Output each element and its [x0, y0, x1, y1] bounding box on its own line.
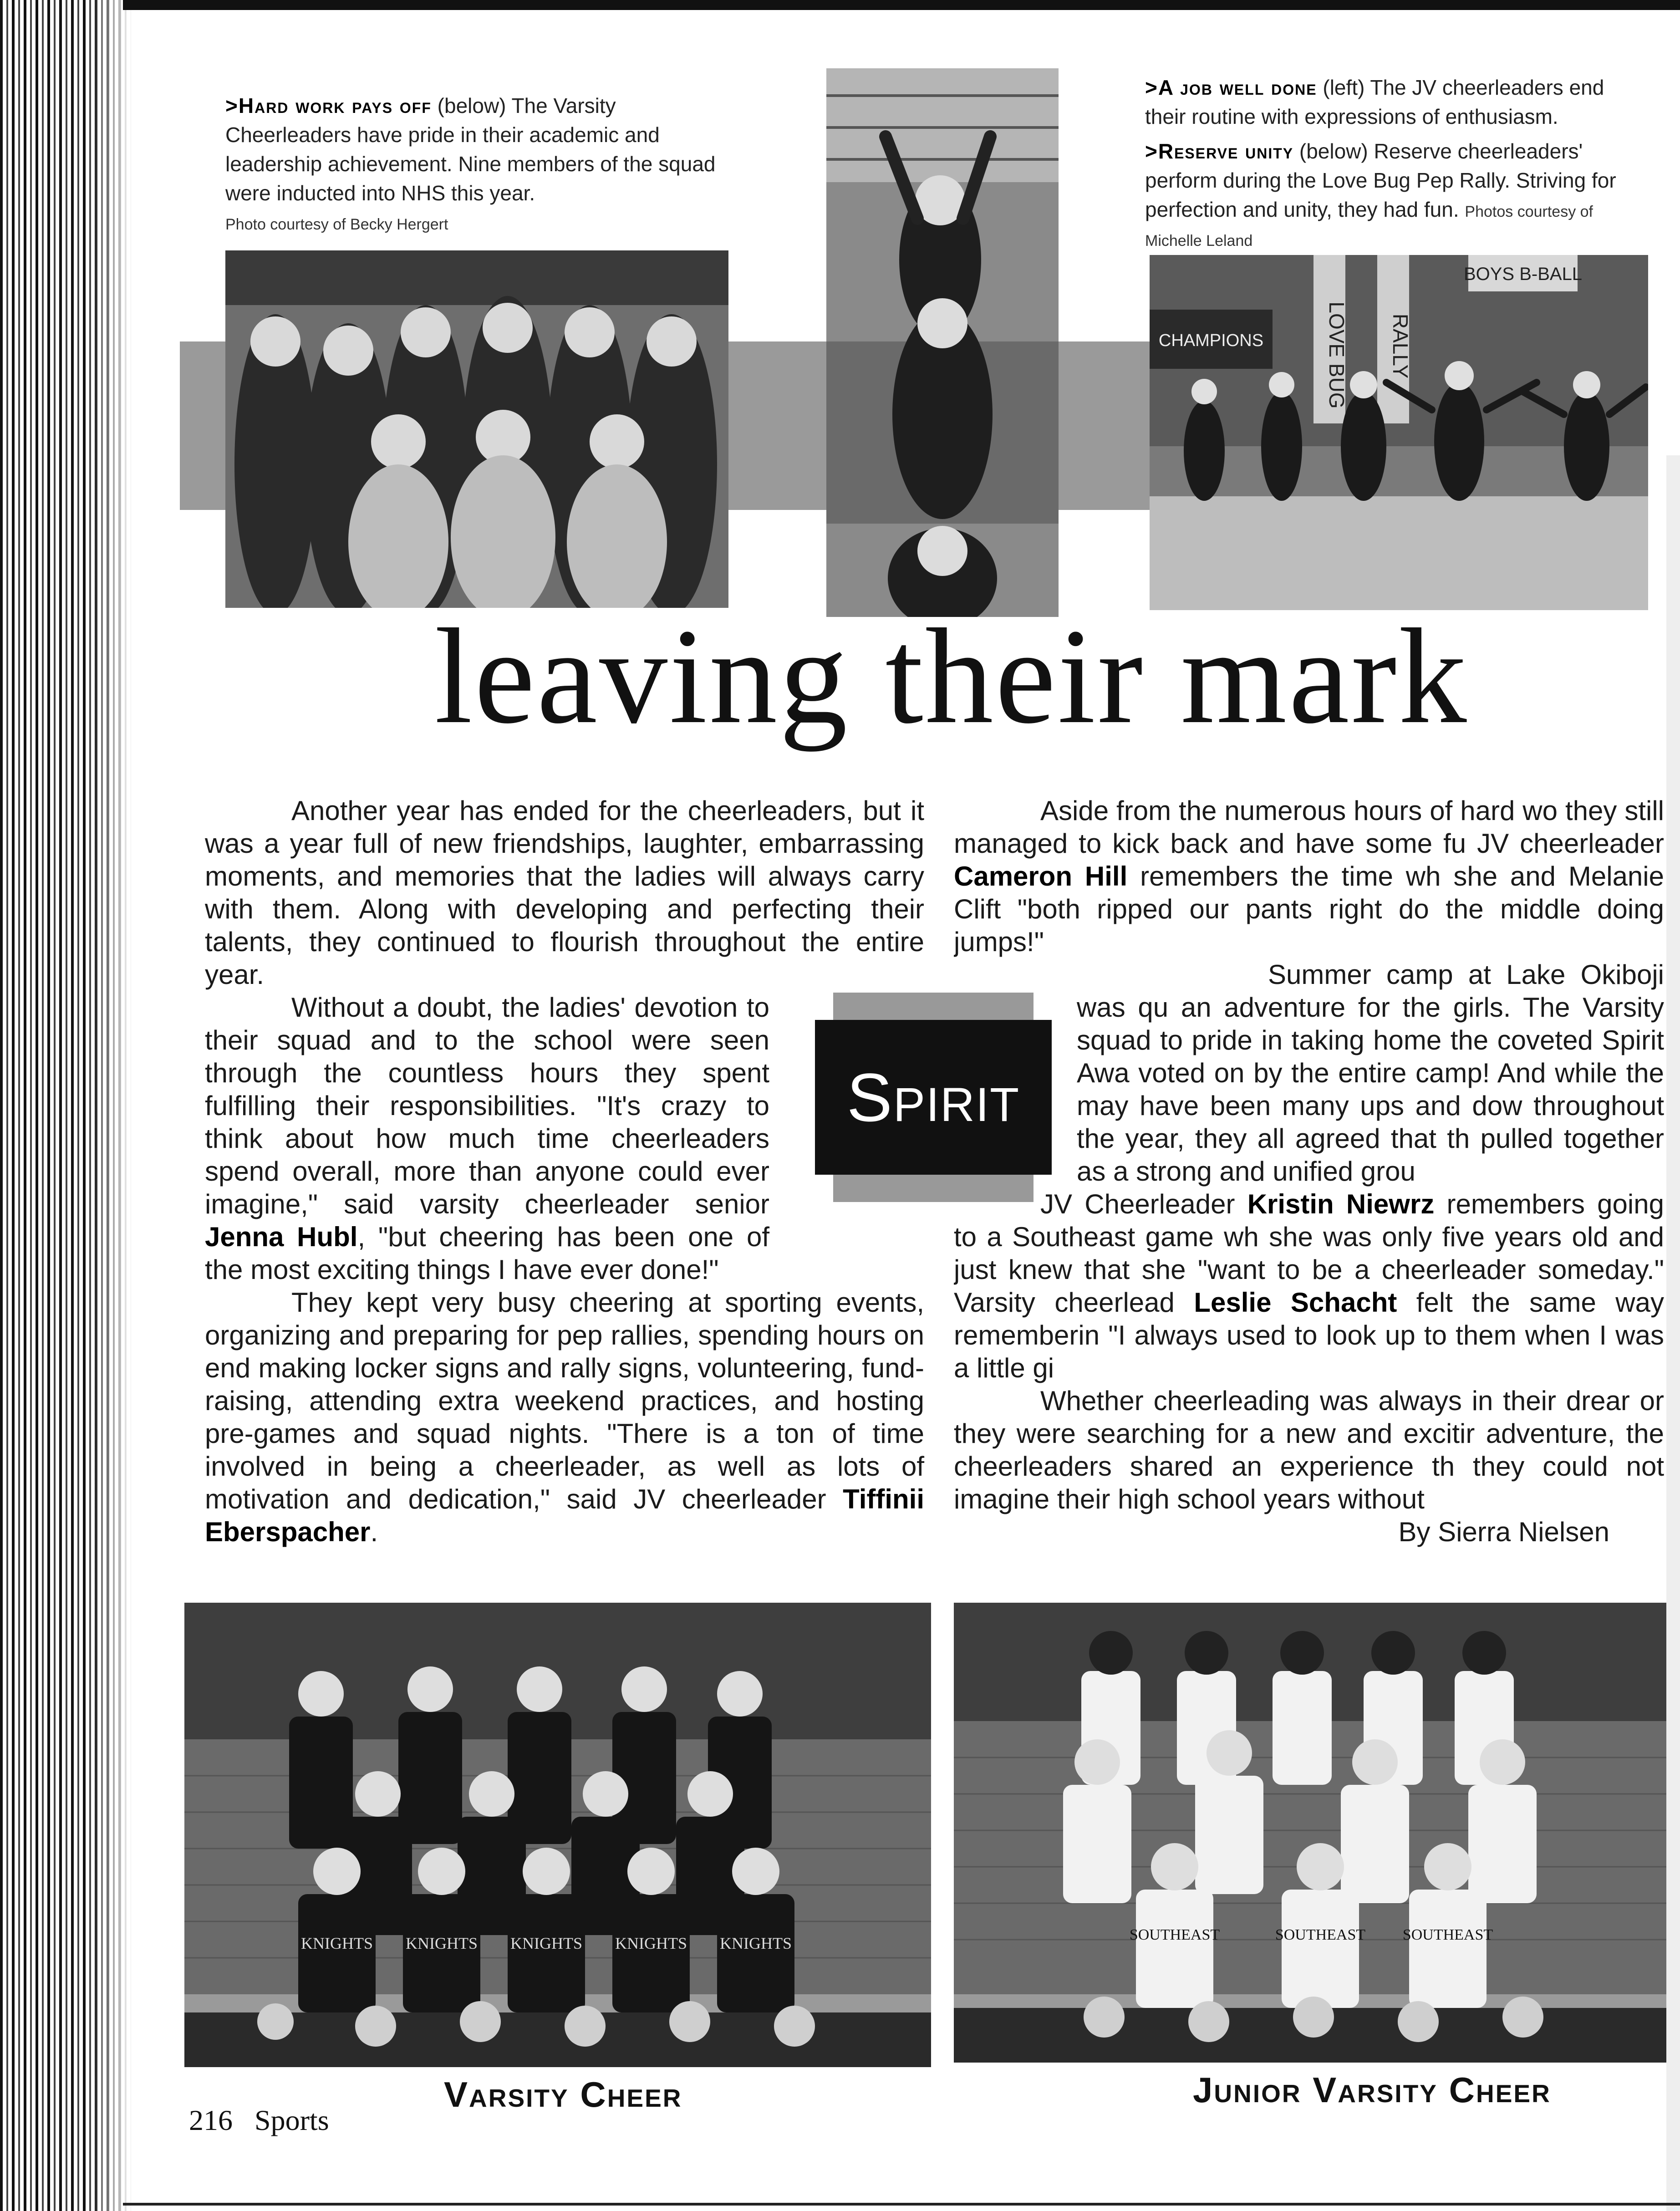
article-paragraph: Without a doubt, the ladies' devotion to their squad and to the school were seen through the countless hours they spent fulfilling their responsibilities. "It's crazy to think about how much time cheerleaders spend overall, more than anyone could ever imagine," said varsity cheerleader senior Jenna Hubl, "but cheering has been one of the most exciting things I have ever done!" — [205, 992, 769, 1285]
photo-reserve-rally — [1150, 255, 1648, 610]
jersey-text: KNIGHTS — [615, 1934, 687, 1952]
jersey-text: KNIGHTS — [510, 1934, 582, 1952]
sign-champions: CHAMPIONS — [1158, 331, 1264, 350]
jersey-text: KNIGHTS — [406, 1934, 478, 1952]
page-folio — [189, 2104, 329, 2137]
page-headline: leaving their mark — [434, 601, 1469, 752]
article-paragraph: Whether cheerleading was always in their drear or they were searching for a new and excitir adventure, the cheerleaders shared an experience th they could not imagine their high school years without — [954, 1386, 1664, 1514]
article-paragraph: JV Cheerleader Kristin Niewrz remembers going to a Southeast game wh she was only five years old and just knew that she "want to be a cheerleader someday." Varsity cheerlead Leslie Schacht felt the same way rememberin "I always used to look up to them when I was a little gi — [954, 1189, 1664, 1383]
quoted-name: Tiffinii Eberspacher — [205, 1484, 924, 1547]
quoted-name: Jenna Hubl — [205, 1222, 358, 1252]
quoted-name: Kristin Niewrz — [1247, 1189, 1435, 1219]
photo-reserve-rally-image — [1150, 255, 1648, 610]
caption-reserve-unity — [1145, 137, 1641, 253]
photo-varsity-team-image — [184, 1603, 931, 2067]
article-paragraph: Aside from the numerous hours of hard wo they still managed to kick back and have some fu JV cheerleader Cameron Hill remembers the time wh she and Melanie Clift "both ripped our pants right do the middle doing jumps!" — [954, 795, 1664, 957]
photo-jv-team — [954, 1603, 1666, 2063]
caption-kicker: >Hard work pays off — [225, 94, 432, 117]
top-border — [123, 0, 1680, 10]
page-number: 216 — [189, 2104, 233, 2136]
caption-direction: (below) — [437, 94, 506, 117]
spirit-label: Spirit — [815, 1020, 1052, 1175]
photo-credit: Photos courtesy of Michelle Leland — [1145, 203, 1593, 250]
section-name: Sports — [255, 2104, 329, 2136]
binding-fade — [91, 0, 132, 2211]
caption-hard-work — [225, 91, 731, 237]
photo-jv-team-image — [954, 1603, 1666, 2063]
jersey-text: KNIGHTS — [301, 1934, 373, 1952]
caption-direction: (below) — [1299, 139, 1368, 163]
caption-direction: (left) — [1323, 76, 1365, 99]
article-right-column — [954, 795, 1664, 1564]
sign-love-bug: LOVE BUG — [1325, 301, 1349, 409]
sign-rally: RALLY — [1389, 313, 1412, 379]
jersey-text: SOUTHEAST — [1402, 1926, 1493, 1943]
right-page-edge — [1666, 455, 1680, 2211]
bottom-border — [123, 2203, 1680, 2206]
article-paragraph: Summer camp at Lake Okiboji was qu an adventure for the girls. The Varsity squad to pride in taking home the coveted Spirit Awa voted on by the entire camp! And while the may have been many ups and dow throughout the year, they all agreed that th pulled together as a strong and unified grou — [1077, 959, 1664, 1187]
photo-credit: Photo courtesy of Becky Hergert — [225, 216, 448, 233]
sign-boys-bball: BOYS B-BALL — [1463, 264, 1583, 284]
article-paragraph: They kept very busy cheering at sporting events, organizing and preparing for pep rallies, spending hours on end making locker signs and rally signs, volunteering, fund-raising, attending extra weekend practices, and hosting pre-games and squad nights. "There is a ton of time involved in being a cheerleader, as well as lots of motivation and dedication," said JV cheerleader Tiffinii Eberspacher. — [205, 1287, 924, 1547]
caption-text: The JV cheerleaders end their routine with expressions of enthusiasm. — [1145, 76, 1604, 128]
photo-nhs-group — [225, 250, 728, 608]
byline: By Sierra Nielsen — [1398, 1517, 1609, 1547]
jersey-text: KNIGHTS — [720, 1934, 792, 1952]
caption-job-well-done — [1145, 73, 1641, 131]
label-varsity-cheer: Varsity Cheer — [444, 2074, 682, 2114]
quoted-name: Leslie Schacht — [1194, 1287, 1397, 1318]
photo-jv-stunt — [826, 68, 1059, 617]
caption-kicker: >A job well done — [1145, 76, 1317, 99]
jersey-text: SOUTHEAST — [1275, 1926, 1366, 1943]
photo-jv-stunt-image — [826, 68, 1059, 617]
photo-nhs-group-image — [225, 250, 728, 608]
jersey-text: SOUTHEAST — [1129, 1926, 1220, 1943]
caption-text: The Varsity Cheerleaders have pride in their academic and leadership achievement. Nine members of the squad were inducted into NHS this year. — [225, 94, 716, 205]
caption-text: Reserve cheerleaders' perform during the Love Bug Pep Rally. Striving for perfection and unity, they had fun. — [1145, 139, 1616, 221]
article-paragraph: Another year has ended for the cheerleaders, but it was a year full of new friendships, laughter, embarrassing moments, and memories that the ladies will always carry with them. Along with developing and perfecting their talents, they continued to flourish throughout the entire year. — [205, 795, 924, 990]
quoted-name: Cameron Hill — [954, 861, 1128, 892]
label-jv-cheer: Junior Varsity Cheer — [1193, 2070, 1551, 2110]
photo-varsity-team — [184, 1603, 931, 2067]
caption-kicker: >Reserve unity — [1145, 139, 1294, 163]
